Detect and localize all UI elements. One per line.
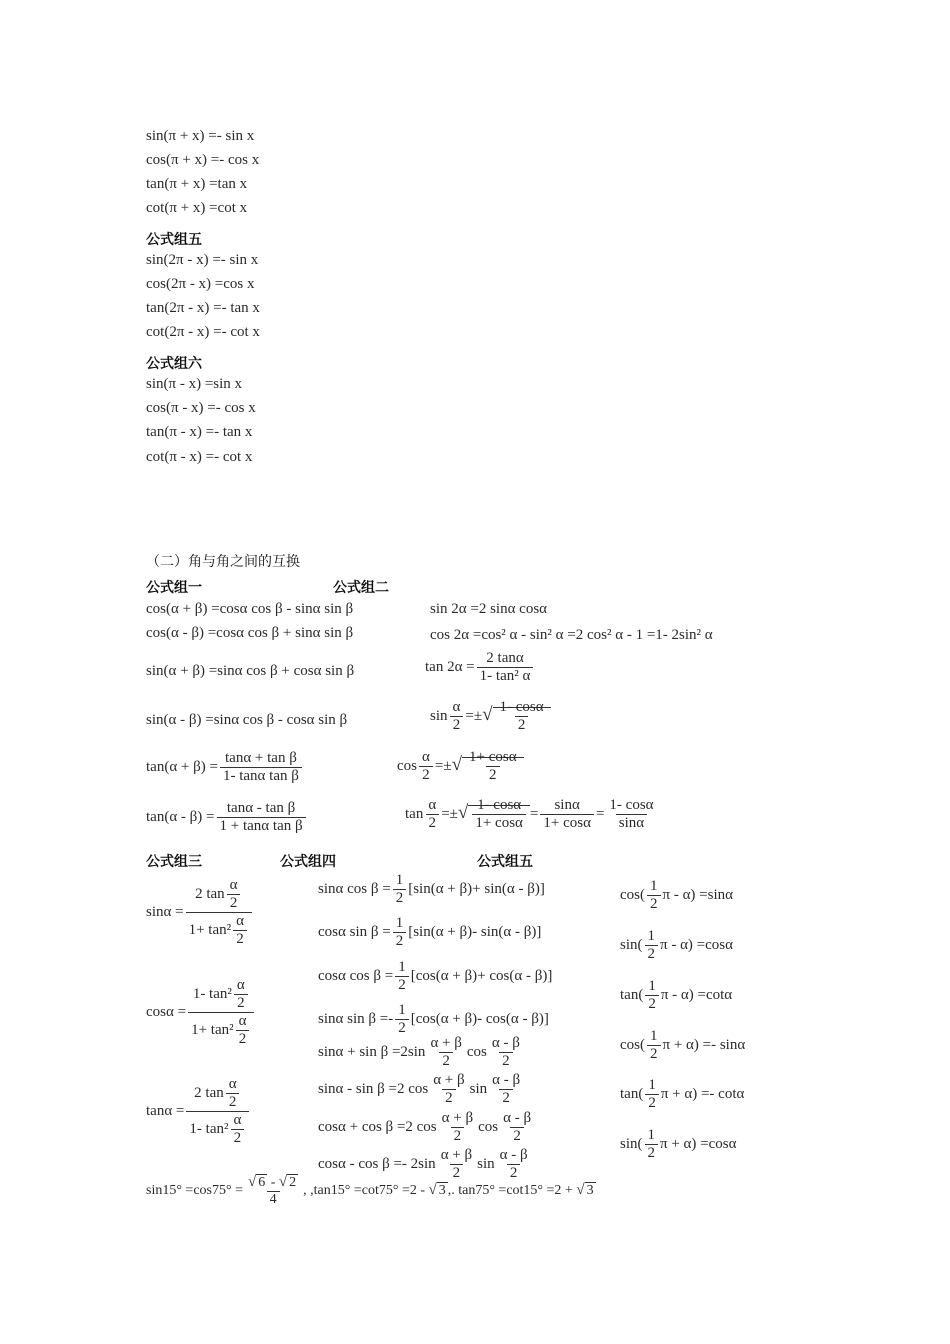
tan-sum-denominator: 1- tanα tan β [220, 767, 302, 784]
sin-universal-lhs: sinα = [146, 903, 184, 920]
cos-half-rad-num: 1+ cosα [469, 749, 517, 765]
p2-lhs: cosα sin β = [318, 923, 391, 940]
tan-half-form3 [606, 798, 656, 831]
tan-double-denominator: 1- tan² α [477, 667, 534, 684]
half-angle-denominator: 2 [426, 814, 440, 831]
f2-pre: sin( [620, 936, 643, 953]
cos-universal-den [188, 1012, 254, 1047]
half-num: 1 [648, 1077, 656, 1093]
formula-sin-half [430, 700, 551, 733]
half-den: 2 [233, 930, 247, 947]
half-angle [230, 1113, 244, 1146]
sqrt3-a: 3 [438, 1183, 446, 1199]
formula-cot-2pi-minus-x: cot(2π - x) =- cot x [146, 324, 260, 340]
tan-double-numerator: 2 tanα [486, 650, 524, 666]
formula-cos-half-pi-minus [620, 879, 733, 912]
f6-pre: sin( [620, 1135, 643, 1152]
s3-frac-2 [500, 1111, 534, 1144]
f1-post: π - α) =sinα [662, 886, 733, 903]
s1-frac-1 [427, 1036, 464, 1069]
half-den: 2 [234, 994, 248, 1011]
s2-mid: sin [469, 1080, 488, 1097]
half-den: 2 [227, 894, 241, 911]
f5-pre: tan( [620, 1085, 644, 1102]
sqrt2: 2 [289, 1175, 297, 1190]
heading-group-two: 公式组二 [333, 580, 389, 596]
cos-half-radicand [462, 749, 524, 783]
formula-cos-pi-plus-x: cos(π + x) =- cos x [146, 152, 260, 168]
two: 2 [450, 1164, 464, 1181]
tan-universal-lhs: tanα = [146, 1102, 185, 1119]
tan-half-form3-num: 1- cosα [609, 797, 654, 813]
formula-product-cos-sin [318, 916, 541, 949]
heading-group-one: 公式组一 [146, 580, 202, 596]
formula-product-sin-sin [318, 1003, 549, 1036]
half-den: 2 [645, 1144, 659, 1161]
formula-cot-pi-minus-x: cot(π - x) =- cot x [146, 449, 253, 465]
half-num: 1 [650, 878, 658, 894]
f4-post: π + α) =- sinα [662, 1036, 746, 1053]
heading-group-five: 公式组五 [477, 854, 533, 870]
half-den: 2 [647, 895, 661, 912]
sqrt-icon: √ [457, 801, 469, 823]
sin-universal-fraction [186, 878, 252, 947]
half-den: 2 [645, 945, 659, 962]
half-angle [226, 1077, 240, 1110]
half-num: α [233, 1112, 242, 1128]
s2-lhs: sinα - sin β =2 cos [318, 1080, 429, 1097]
half-num: α [236, 977, 245, 993]
formula-cos-half [397, 750, 524, 783]
f3-pre: tan( [620, 986, 644, 1003]
p4-rhs: [cos(α + β)- cos(α - β)] [410, 1010, 549, 1027]
half-den: 2 [395, 1019, 409, 1036]
one-half [645, 1078, 659, 1111]
formula-sin-2pi-minus-x: sin(2π - x) =- sin x [146, 252, 259, 268]
sqrt-icon: √ [482, 703, 493, 725]
formula-cos-double: cos 2α =cos² α - sin² α =2 cos² α - 1 =1- 2sin² α [430, 627, 713, 643]
half-num: α [229, 877, 238, 893]
half-angle-numerator: α [452, 699, 461, 715]
formula-sin-pi-minus-x: sin(π - x) =sin x [146, 376, 243, 392]
tan-half-rad-num: 1- cosα [477, 797, 522, 813]
heading-group-five-top: 公式组五 [146, 232, 202, 248]
formula-sin-double: sin 2α =2 sinα cosα [430, 601, 548, 617]
sqrt6: 6 [258, 1175, 266, 1190]
tan-half-form3-den: sinα [616, 814, 647, 831]
formula-tan-diff [146, 801, 308, 834]
s2-frac-1 [430, 1073, 467, 1106]
s3-frac-1 [439, 1111, 476, 1144]
one-half [395, 1003, 409, 1036]
formula-sin-half-pi-plus [620, 1128, 736, 1161]
one-half [393, 916, 407, 949]
half-num: α [236, 913, 244, 929]
p2-rhs: [sin(α + β)- sin(α - β)] [408, 923, 542, 940]
amb: α - β [492, 1072, 521, 1088]
sin-half-rad-num: 1- cosα [499, 699, 544, 715]
half-den: 2 [393, 932, 407, 949]
formula-sin-universal [146, 878, 254, 947]
s3-lhs: cosα + cos β =2 cos [318, 1118, 437, 1135]
formula-sum-sin-sin [318, 1036, 525, 1069]
num-1m: 1- tan² [192, 985, 232, 1002]
half-num: 1 [395, 872, 404, 888]
two: 2 [499, 1089, 513, 1106]
half-angle-denominator: 2 [450, 716, 464, 733]
sin-half-radicand [493, 699, 551, 733]
heading-group-four: 公式组四 [280, 854, 336, 870]
sin-universal-den [186, 912, 252, 947]
s2-frac-2 [489, 1073, 523, 1106]
f1-pre: cos( [620, 886, 645, 903]
half-den: 2 [236, 1030, 250, 1047]
formula-tan-double [425, 651, 535, 684]
sin-half-lhs: sin [430, 707, 448, 724]
half-den: 2 [231, 1129, 245, 1146]
formula-tan-half-pi-minus [620, 979, 732, 1012]
one-half [647, 879, 661, 912]
tan-universal-fraction [186, 1077, 249, 1146]
half-angle-denominator: 2 [419, 766, 433, 783]
heading-group-six-top: 公式组六 [146, 356, 202, 372]
s3-mid: cos [478, 1118, 499, 1135]
formula-cos-half-pi-plus [620, 1029, 745, 1062]
den-1p: 1+ tan² [191, 1021, 234, 1038]
formula-tan-pi-plus-x: tan(π + x) =tan x [146, 176, 248, 192]
formula-tan-2pi-minus-x: tan(2π - x) =- tan x [146, 300, 260, 316]
half-den: 2 [645, 1094, 659, 1111]
section-title-angle-conversion: （二）角与角之间的互换 [146, 554, 300, 570]
formula-tan-sum [146, 751, 304, 784]
f2-post: π - α) =cosα [660, 936, 733, 953]
formula-tan-half [405, 798, 659, 831]
tan-universal-den [186, 1111, 249, 1146]
apb: α + β [441, 1110, 474, 1126]
tan75-text: ,. tan75° =cot15° =2 + [447, 1183, 577, 1199]
formula-special-values [146, 1175, 596, 1207]
f3-post: π - α) =cotα [660, 986, 733, 1003]
formula-cos-universal [146, 978, 256, 1047]
formula-tan-half-pi-plus [620, 1078, 744, 1111]
tan-half-form2-num: sinα [554, 797, 580, 813]
half-num: α [238, 1013, 247, 1029]
p3-lhs: cosα cos β = [318, 967, 394, 984]
two: 2 [442, 1089, 456, 1106]
cos-universal-num [190, 978, 253, 1012]
half-angle [234, 978, 248, 1011]
half-num: 1 [398, 959, 406, 975]
f6-post: π + α) =cosα [660, 1135, 737, 1152]
tan-diff-lhs: tan(α - β) = [146, 808, 215, 825]
tan-half-lhs: tan [405, 805, 424, 822]
tan-half-eq-2: = [595, 805, 605, 822]
f4-pre: cos( [620, 1036, 645, 1053]
one-half [395, 960, 409, 993]
half-angle [233, 914, 247, 947]
f5-post: π + α) =- cotα [660, 1085, 745, 1102]
two: 2 [451, 1127, 465, 1144]
half-den: 2 [226, 1093, 240, 1110]
half-num: 1 [395, 915, 404, 931]
formula-cos-diff: cos(α - β) =cosα cos β + sinα sin β [146, 625, 354, 641]
cos-half-pm: =± [434, 757, 452, 774]
tan-sum-numerator: tanα + tan β [225, 750, 297, 766]
formula-product-sin-cos [318, 873, 545, 906]
half-den: 2 [647, 1045, 661, 1062]
formula-sin-diff: sin(α - β) =sinα cos β - cosα sin β [146, 712, 348, 728]
one-half [645, 929, 659, 962]
tan-double-fraction [477, 651, 534, 684]
formula-cos-2pi-minus-x: cos(2π - x) =cos x [146, 276, 255, 292]
amb: α - β [499, 1147, 528, 1163]
sin-half-radicand-fraction [497, 700, 547, 733]
formula-sin-sum: sin(α + β) =sinα cos β + cosα sin β [146, 663, 355, 679]
half-den: 2 [645, 995, 659, 1012]
tan-sum-lhs: tan(α + β) = [146, 758, 218, 775]
sin15-fraction [245, 1175, 301, 1207]
sin-half-pm: =± [465, 707, 483, 724]
half-den: 2 [395, 976, 409, 993]
half-angle [227, 878, 241, 911]
one-half [647, 1029, 661, 1062]
sin15-lhs: sin15° =cos75° = [146, 1183, 243, 1199]
sqrt-icon: √ [278, 1174, 288, 1190]
formula-cos-sum: cos(α + β) =cosα cos β - sinα sin β [146, 601, 354, 617]
den-1p: 1+ tan² [188, 921, 232, 938]
sin15-numerator [245, 1175, 301, 1191]
sqrt-icon: √ [576, 1182, 585, 1199]
half-den: 2 [393, 889, 407, 906]
half-num: α [228, 1076, 237, 1092]
s4-mid: sin [477, 1155, 495, 1172]
tan-universal-num [191, 1077, 244, 1111]
one-half [393, 873, 407, 906]
formula-tan-pi-minus-x: tan(π - x) =- tan x [146, 424, 253, 440]
den-1m: 1- tan² [189, 1120, 229, 1137]
cos-universal-lhs: cosα = [146, 1003, 187, 1020]
cos-universal-fraction [188, 978, 254, 1047]
formula-product-cos-cos [318, 960, 552, 993]
sin-half-angle [450, 700, 464, 733]
tan-half-radicand-fraction [472, 798, 526, 831]
two: 2 [507, 1164, 521, 1181]
formula-tan-universal [146, 1077, 251, 1146]
p1-lhs: sinα cos β = [318, 880, 391, 897]
two: 2 [499, 1052, 513, 1069]
half-num: 1 [647, 1127, 655, 1143]
two: 2 [510, 1127, 524, 1144]
half-num: 1 [650, 1028, 658, 1044]
formula-sin-pi-plus-x: sin(π + x) =- sin x [146, 128, 255, 144]
num-2tan: 2 tan [194, 1084, 224, 1101]
sin-half-rad-den: 2 [515, 716, 529, 733]
num-2tan: 2 tan [195, 885, 225, 902]
sin15-denominator: 4 [267, 1191, 280, 1207]
tan-half-rad-den: 1+ cosα [472, 814, 526, 831]
half-num: 1 [648, 978, 656, 994]
cos-half-rad-den: 2 [486, 766, 500, 783]
amb: α - β [491, 1035, 520, 1051]
tan-half-form2 [540, 798, 594, 831]
num-minus: - [267, 1175, 279, 1190]
p3-rhs: [cos(α + β)+ cos(α - β)] [410, 967, 553, 984]
half-angle [236, 1014, 250, 1047]
s1-frac-2 [489, 1036, 523, 1069]
formula-cot-pi-plus-x: cot(π + x) =cot x [146, 200, 248, 216]
tan-sum-fraction [220, 751, 302, 784]
apb: α + β [440, 1147, 473, 1163]
tan-half-pm: =± [441, 805, 458, 822]
s1-mid: cos [466, 1043, 487, 1060]
half-num: 1 [398, 1002, 406, 1018]
s4-lhs: cosα - cos β =- 2sin [318, 1155, 436, 1172]
sqrt-icon: √ [248, 1174, 257, 1190]
cos-half-lhs: cos [397, 757, 417, 774]
amb: α - β [503, 1110, 532, 1126]
formula-cos-pi-minus-x: cos(π - x) =- cos x [146, 400, 256, 416]
heading-group-three: 公式组三 [146, 854, 202, 870]
sqrt3-b: 3 [586, 1183, 594, 1199]
p1-rhs: [sin(α + β)+ sin(α - β)] [408, 880, 545, 897]
apb: α + β [433, 1072, 465, 1088]
formula-sum-cos-cos [318, 1111, 536, 1144]
tan-half-form2-den: 1+ cosα [540, 814, 594, 831]
sqrt-icon: √ [451, 753, 462, 775]
tan-half-angle [425, 798, 439, 831]
one-half [645, 979, 659, 1012]
tan-double-lhs: tan 2α = [425, 658, 475, 675]
sin-universal-num [192, 878, 245, 912]
apb: α + β [430, 1035, 462, 1051]
p4-lhs: sinα sin β =- [318, 1010, 394, 1027]
tan-diff-numerator: tanα - tan β [226, 800, 296, 816]
half-num: 1 [647, 928, 655, 944]
formula-sin-half-pi-minus [620, 929, 733, 962]
tan-diff-fraction [217, 801, 306, 834]
s1-lhs: sinα + sin β =2sin [318, 1043, 426, 1060]
tan-half-eq-1: = [529, 805, 539, 822]
half-angle-numerator: α [422, 749, 430, 765]
tan15-text: , ,tan15° =cot75° =2 - [303, 1183, 429, 1199]
sqrt-icon: √ [428, 1182, 437, 1199]
formula-diff-sin-sin [318, 1073, 525, 1106]
half-angle-numerator: α [428, 797, 437, 813]
tan-diff-denominator: 1 + tanα tan β [217, 817, 306, 834]
two: 2 [439, 1052, 453, 1069]
cos-half-radicand-fraction [466, 750, 520, 783]
cos-half-angle [419, 750, 433, 783]
one-half [645, 1128, 659, 1161]
